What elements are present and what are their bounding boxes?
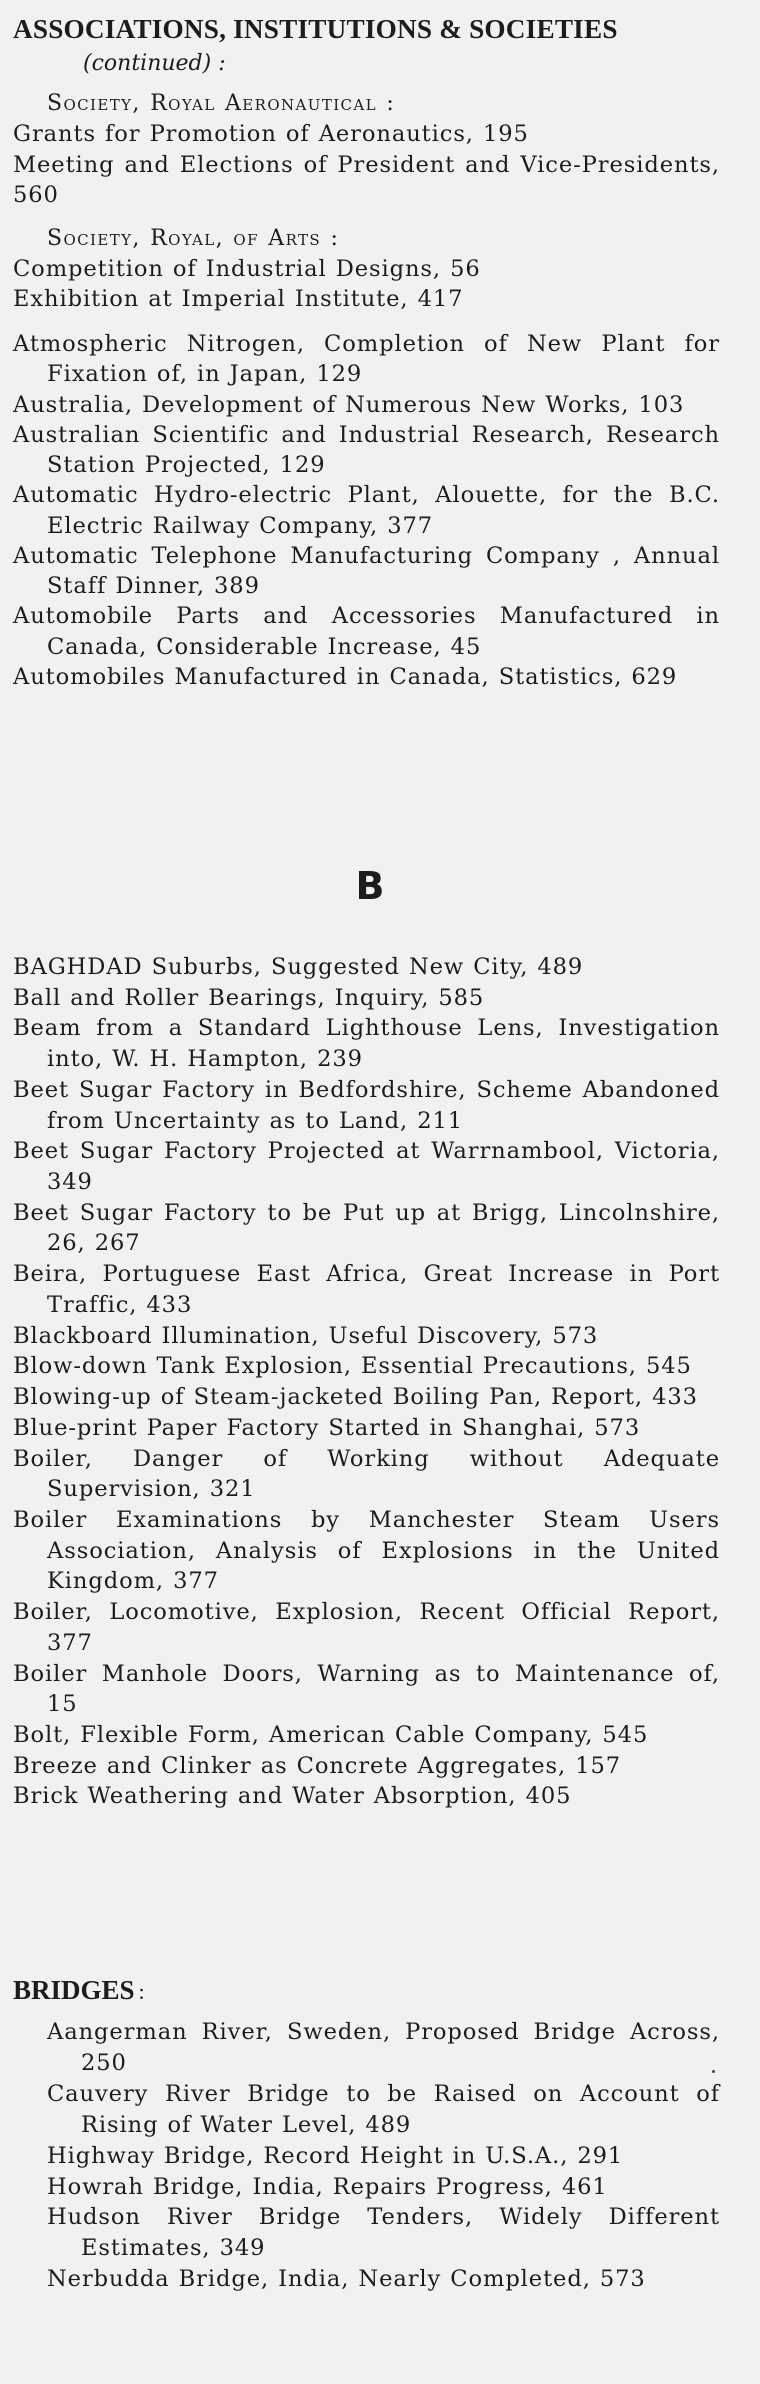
b-entries-list [13, 952, 720, 1812]
index-entry: Boiler Examinations by Manchester Steam Users Association, Analysis of Explosions in the United Kingdom, 377 [13, 1506, 720, 1595]
index-entry: Bolt, Flexible Form, American Cable Company, 545 [13, 1721, 649, 1748]
index-entry: Nerbudda Bridge, India, Nearly Completed, 573 [47, 2266, 646, 2293]
index-entry: Beet Sugar Factory to be Put up at Brigg, Lincolnshire, 26, 267 [13, 1199, 720, 1257]
index-entry: Boiler, Danger of Working without Adequate Supervision, 321 [13, 1445, 720, 1503]
index-entry: Atmospheric Nitrogen, Completion of New Plant for Fixation of, in Japan, 129 [13, 331, 720, 388]
index-entry: Howrah Bridge, India, Repairs Progress, 461 [47, 2173, 608, 2200]
index-entry: Blowing-up of Steam-jacketed Boiling Pan, Report, 433 [13, 1384, 698, 1411]
index-entry: Blow-down Tank Explosion, Essential Precautions, 545 [13, 1353, 692, 1380]
subgroup-heading: Society, Royal Aeronautical : [47, 91, 396, 116]
index-entry: Meeting and Elections of President and Vice-Presidents, 560 [13, 151, 720, 209]
bridges-heading [13, 1975, 720, 2007]
index-entry: Boiler, Locomotive, Explosion, Recent Official Report, 377 [13, 1599, 720, 1656]
index-entry: Australian Scientific and Industrial Research, Research Station Projected, 129 [13, 421, 720, 478]
index-entry: Beira, Portuguese East Africa, Great Increase in Port Traffic, 433 [13, 1261, 720, 1318]
print-speck [712, 2070, 715, 2073]
subgroup-royal-aeronautical [13, 89, 720, 211]
index-entry: Hudson River Bridge Tenders, Widely Different Estimates, 349 [47, 2204, 720, 2262]
index-entry: Competition of Industrial Designs, 56 [13, 256, 481, 282]
index-entry: Automobile Parts and Accessories Manufactured in Canada, Considerable Increase, 45 [13, 603, 720, 660]
index-entry: Automobiles Manufactured in Canada, Statistics, 629 [13, 663, 678, 690]
index-entry: Automatic Hydro-electric Plant, Alouette, for the B.C. Electric Railway Company, 377 [13, 482, 720, 539]
index-entry: Blackboard Illumination, Useful Discovery, 573 [13, 1322, 599, 1349]
index-entry: Exhibition at Imperial Institute, 417 [13, 286, 464, 312]
index-entry: Beet Sugar Factory in Bedfordshire, Scheme Abandoned from Uncertainty as to Land, 211 [13, 1076, 720, 1134]
bridges-heading-text: BRIDGES [13, 1975, 135, 2005]
index-entry: Brick Weathering and Water Absorption, 405 [13, 1783, 572, 1810]
index-entry: Cauvery River Bridge to be Raised on Account of Rising of Water Level, 489 [47, 2080, 720, 2138]
bridges-list [47, 2017, 720, 2295]
index-entry: Breeze and Clinker as Concrete Aggregates, 157 [13, 1752, 622, 1779]
subgroup-royal-arts [13, 224, 720, 314]
section-heading: ASSOCIATIONS, INSTITUTIONS & SOCIETIES [13, 13, 618, 44]
index-entry: Blue-print Paper Factory Started in Shanghai, 573 [13, 1414, 641, 1441]
index-entry: Highway Bridge, Record Height in U.S.A., 291 [47, 2142, 624, 2169]
index-entry: Grants for Promotion of Aeronautics, 195 [13, 121, 529, 148]
index-entry: BAGHDAD Suburbs, Suggested New City, 489 [13, 954, 584, 980]
index-entry: Beet Sugar Factory Projected at Warrnambool, Victoria, 349 [13, 1138, 720, 1196]
letter-heading: B [355, 864, 385, 908]
index-entry: Beam from a Standard Lighthouse Lens, Investigation into, W. H. Hampton, 239 [13, 1015, 720, 1073]
subgroup-heading: Society, Royal, of Arts : [47, 226, 340, 251]
index-entry: Australia, Development of Numerous New Works, 103 [13, 391, 685, 418]
index-entry: Aangerman River, Sweden, Proposed Bridge Across, 250 [47, 2019, 720, 2076]
index-entry: Ball and Roller Bearings, Inquiry, 585 [13, 984, 485, 1011]
index-entry: Boiler Manhole Doors, Warning as to Maintenance of, 15 [13, 1660, 720, 1718]
bridges-heading-colon: : [138, 1979, 145, 2004]
index-entry: Automatic Telephone Manufacturing Company , Annual Staff Dinner, 389 [13, 542, 720, 599]
a-entries-list [13, 329, 720, 692]
continued-label: (continued) : [83, 51, 226, 76]
